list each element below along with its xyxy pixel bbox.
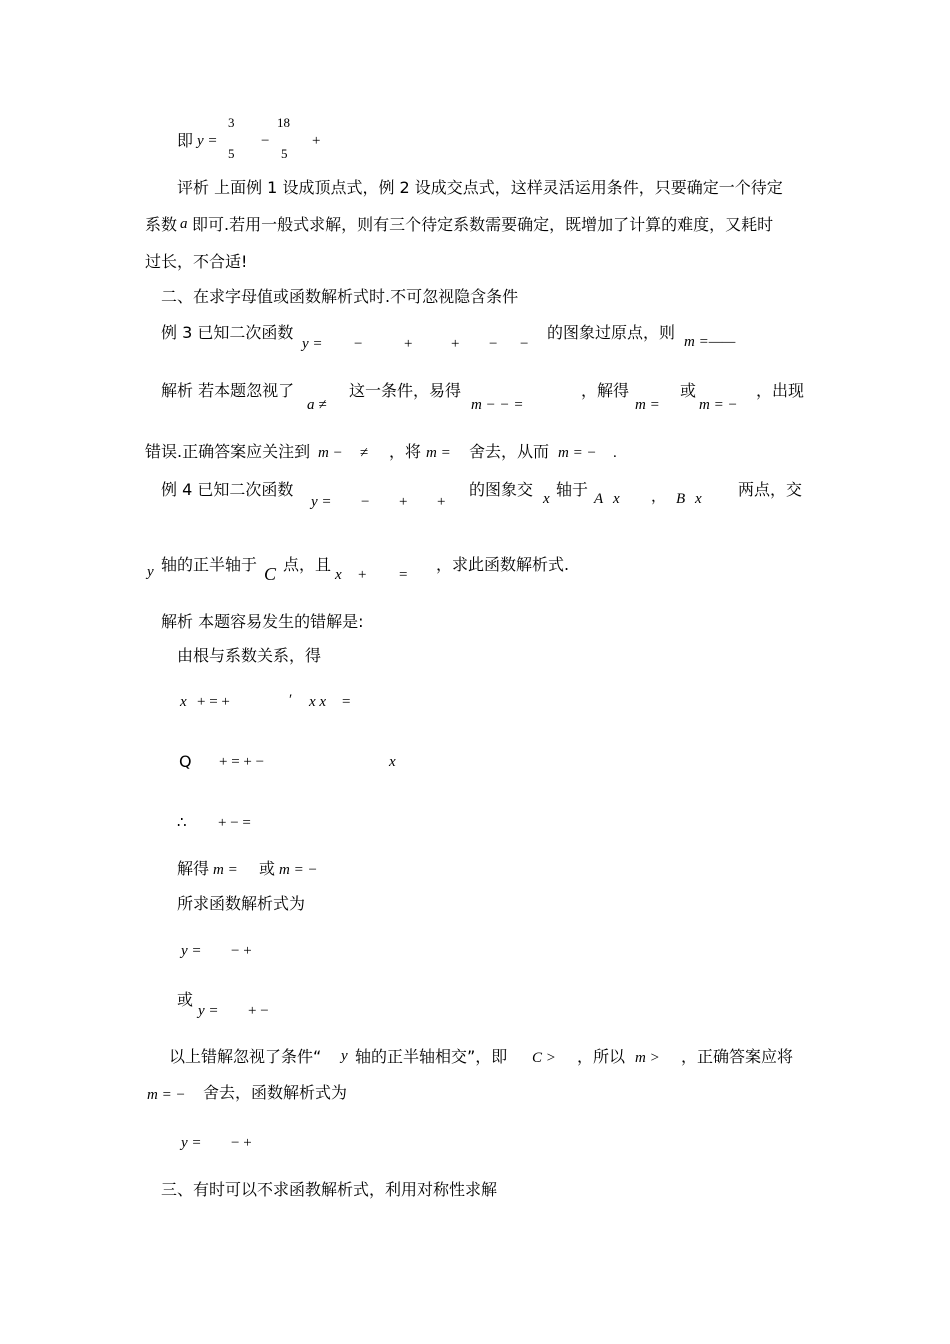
solve-m-2: m = −	[279, 862, 318, 878]
pingxi-line-2a: 系数	[145, 215, 178, 234]
jiexi3-part-1: 解析 若本题忽视了	[161, 381, 295, 400]
pingxi-line-2b: 即可.若用一般式求解，则有三个待定系数需要确定，既增加了计算的难度，又耗时	[192, 215, 774, 234]
jiexi4-root-relation: 由根与系数关系，得	[177, 646, 322, 665]
jiexi3-neq: ≠	[360, 445, 369, 461]
fraction-denominator-1: 5	[228, 146, 235, 161]
jiexi3-part-3: ，解得	[581, 381, 630, 400]
eq3-ops: + − =	[218, 815, 251, 831]
eq1-ops: + = +	[197, 694, 230, 710]
ans2-y: y =	[198, 1003, 219, 1019]
jiexi3-m-eq-4: m = −	[558, 445, 597, 461]
y-equals: y =	[197, 133, 218, 149]
fraction-numerator-1: 3	[228, 115, 235, 130]
jiexi3-or: 或	[680, 381, 697, 400]
ans1-ops: − +	[231, 943, 252, 959]
ex4-y-equals: y =	[311, 494, 332, 510]
jiexi3-m-expr: m − − =	[471, 397, 524, 413]
ex4-text-3: 两点，交	[738, 480, 803, 499]
section-heading-3: 三、有时可以不求函教解析式，利用对称性求解	[161, 1180, 498, 1199]
eq1-x: x	[180, 694, 187, 710]
ex4-point-c: C	[264, 564, 277, 584]
ex3-op-5: −	[520, 336, 529, 352]
ex4-text-2: 轴于	[556, 480, 589, 499]
jiexi3-m-eq-2: m = −	[699, 397, 738, 413]
ex4-point-a: A	[594, 491, 604, 507]
jiexi3-m-minus: m −	[318, 445, 343, 461]
section-heading-2: 二、在求字母值或函数解析式时.不可忽视隐含条件	[161, 287, 519, 306]
ex3-tail: 的图象过原点，则	[547, 323, 676, 342]
fraction-numerator-2: 18	[277, 115, 290, 130]
plus-sign: +	[312, 133, 321, 149]
eq1-prime: ′	[289, 692, 293, 708]
correction-part-1: 以上错解忽视了条件“	[169, 1047, 322, 1066]
final-ops: − +	[231, 1135, 252, 1151]
ex4-op-3: +	[437, 494, 446, 510]
therefore-symbol: ∴	[177, 815, 187, 831]
ex4-x3: x	[335, 567, 342, 583]
ex4-comma: ，	[651, 489, 667, 505]
ex4-plus: +	[358, 567, 367, 583]
ex3-op-1: −	[354, 336, 363, 352]
ans2-ops: + −	[248, 1003, 269, 1019]
correction-part-3: ，所以	[577, 1047, 626, 1066]
var-a: a	[180, 216, 188, 232]
ex4-op-2: +	[399, 494, 408, 510]
ex3-op-2: +	[404, 336, 413, 352]
jiexi3-part-2: 这一条件，易得	[349, 381, 462, 400]
eq2-x: x	[389, 754, 396, 770]
ex4-point-b: B	[676, 491, 686, 507]
q-symbol: Q	[179, 752, 192, 771]
example-3-label: 例 3 已知二次函数	[161, 323, 294, 342]
fraction-denominator-2: 5	[281, 146, 288, 161]
eq2-ops: + = + −	[219, 754, 265, 770]
jiexi3-part-4: ，出现	[756, 381, 805, 400]
ex4-x-axis-var: x	[543, 491, 550, 507]
ans1-y: y =	[181, 943, 202, 959]
jiexi3-m-eq-1: m =	[635, 397, 660, 413]
jiexi3-line2-c: 舍去，从而	[469, 442, 550, 461]
jiexi3-line2-b: ，将	[389, 442, 422, 461]
pingxi-line-1: 评析 上面例 1 设成顶点式，例 2 设成交点式，这样灵活运用条件，只要确定一个待定	[177, 178, 783, 197]
correction-part-4: ，正确答案应将	[681, 1047, 794, 1066]
correction-c-gt: C >	[532, 1050, 556, 1066]
final-y: y =	[181, 1135, 202, 1151]
ex3-op-3: +	[451, 336, 460, 352]
jiexi3-a-neq: a ≠	[307, 397, 327, 413]
solve-label: 解得	[177, 859, 210, 878]
correction-m-eq: m = −	[147, 1087, 186, 1103]
ex4-text-4: 轴的正半轴于	[161, 555, 258, 574]
ex4-text-6: ，求此函数解析式.	[436, 555, 570, 574]
ji-label: 即	[177, 131, 194, 150]
ex4-x1: x	[613, 491, 620, 507]
jiexi3-m-eq-3: m =	[426, 445, 451, 461]
example-4-label: 例 4 已知二次函数	[161, 480, 294, 499]
or-2: 或	[177, 990, 194, 1009]
ex4-y-axis-var: y	[147, 564, 154, 580]
jiexi3-line2-a: 错误.正确答案应关注到	[145, 442, 311, 461]
eq1-x-product: x x	[309, 694, 327, 710]
ex3-op-4: −	[489, 336, 498, 352]
correction-part-2: 轴的正半轴相交”，即	[355, 1047, 508, 1066]
ex4-x2: x	[695, 491, 702, 507]
eq1-equals: =	[342, 694, 351, 710]
ex4-text-1: 的图象交	[469, 480, 534, 499]
ex3-y-equals: y =	[302, 336, 323, 352]
ex4-equals: =	[399, 567, 408, 583]
minus-sign: −	[261, 133, 270, 149]
solve-m-1: m =	[213, 862, 238, 878]
answer-label: 所求函数解析式为	[177, 894, 306, 913]
jiexi3-period: .	[613, 445, 617, 461]
jiexi4-label: 解析 本题容易发生的错解是:	[161, 612, 364, 631]
correction-y: y	[341, 1048, 348, 1064]
correction-part-5: 舍去，函数解析式为	[203, 1083, 348, 1102]
ex3-m-blank: m =——	[684, 334, 736, 350]
correction-m-gt: m >	[635, 1050, 660, 1066]
pingxi-line-3: 过长，不合适!	[145, 252, 248, 271]
ex4-text-5: 点，且	[283, 555, 332, 574]
solve-or: 或	[259, 859, 276, 878]
ex4-op-1: −	[361, 494, 370, 510]
